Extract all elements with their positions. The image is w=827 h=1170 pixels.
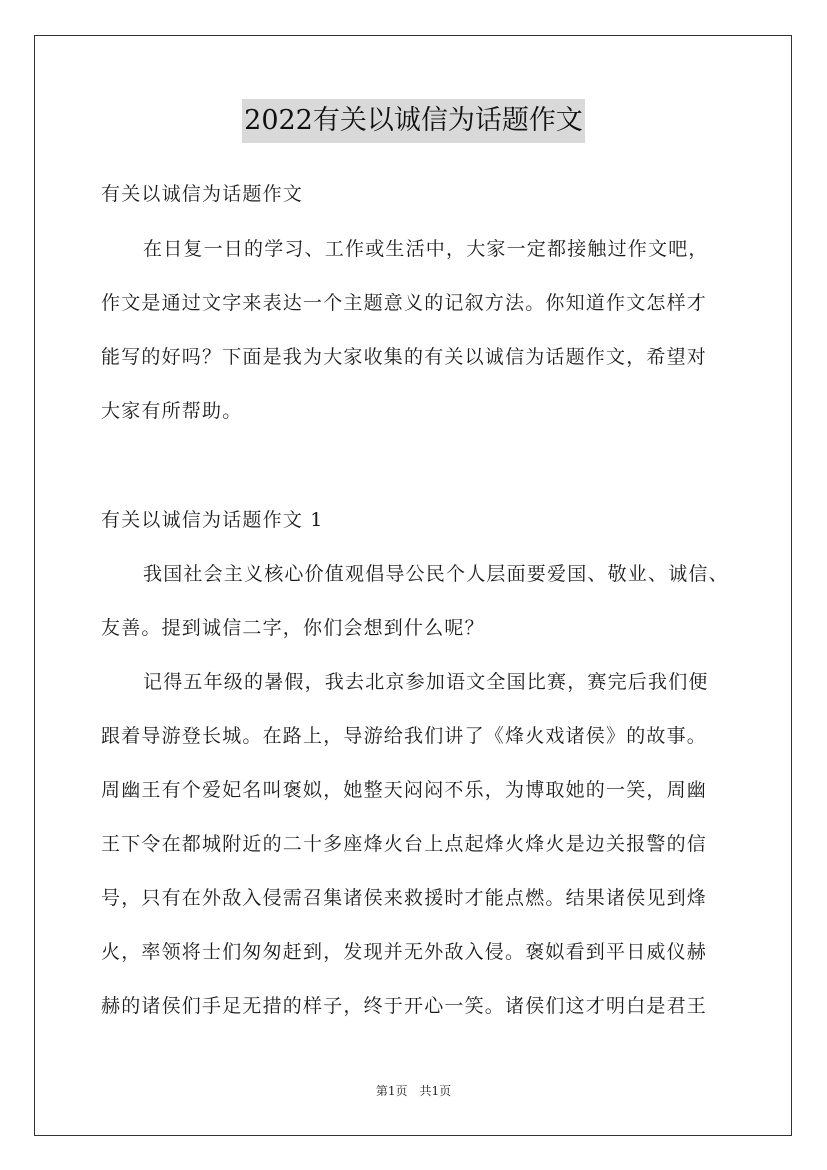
- page-footer: 第1页 共1页: [375, 1084, 452, 1098]
- paragraph-line: 友善。提到诚信二字，你们会想到什么呢？: [101, 617, 485, 639]
- paragraph-line: 记得五年级的暑假，我去北京参加语文全国比赛，赛完后我们便: [143, 671, 709, 693]
- intro-heading: 有关以诚信为话题作文: [101, 183, 304, 205]
- paragraph-line: 能写的好吗？下面是我为大家收集的有关以诚信为话题作文，希望对: [101, 346, 708, 368]
- document-title: 2022有关以诚信为话题作文: [242, 99, 585, 143]
- paragraph-line: 跟着导游登长城。在路上，导游给我们讲了《烽火戏诸侯》的故事。: [101, 725, 708, 747]
- paragraph-line: 周幽王有个爱妃名叫褒姒，她整天闷闷不乐，为博取她的一笑，周幽: [101, 779, 708, 801]
- document-title-wrapper: [0, 99, 827, 143]
- paragraph-line: 大家有所帮助。: [101, 400, 243, 422]
- paragraph-line: 王下令在都城附近的二十多座烽火台上点起烽火烽火是边关报警的信: [101, 833, 708, 855]
- paragraph-line: 在日复一日的学习、工作或生活中，大家一定都接触过作文吧，: [143, 238, 709, 260]
- paragraph-line: 作文是通过文字来表达一个主题意义的记叙方法。你知道作文怎样才: [101, 292, 708, 314]
- paragraph-line: 我国社会主义核心价值观倡导公民个人层面要爱国、敬业、诚信、: [143, 563, 729, 585]
- paragraph-line: 火，率领将士们匆匆赶到，发现并无外敌入侵。褒姒看到平日威仪赫: [101, 941, 708, 963]
- paragraph-line: 号，只有在外敌入侵需召集诸侯来救援时才能点燃。结果诸侯见到烽: [101, 887, 708, 909]
- paragraph-line: 赫的诸侯们手足无措的样子，终于开心一笑。诸侯们这才明白是君王: [101, 995, 708, 1017]
- section-heading: 有关以诚信为话题作文 1: [101, 509, 324, 531]
